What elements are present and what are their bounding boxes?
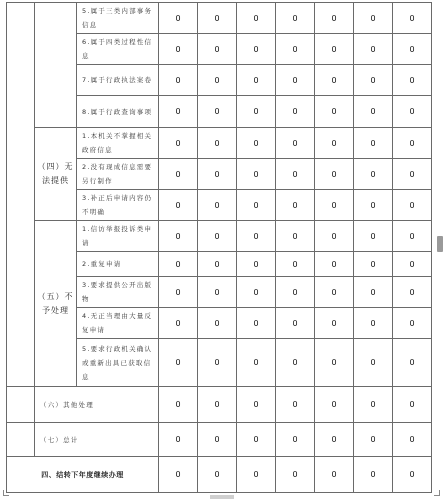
value-cell: 0 — [237, 96, 276, 128]
value-cell: 0 — [198, 3, 237, 34]
value-cell: 0 — [237, 128, 276, 159]
value-cell: 0 — [198, 190, 237, 221]
value-cell: 0 — [237, 252, 276, 277]
table-row — [7, 3, 432, 34]
value-cell: 0 — [159, 387, 198, 423]
value-cell: 0 — [198, 221, 237, 252]
value-cell: 0 — [315, 308, 354, 339]
row-label: 5.属于三类内部事务信息 — [77, 3, 159, 34]
crop-mark-right — [434, 490, 440, 496]
row-label-other: （六）其他处理 — [35, 387, 159, 423]
value-cell: 0 — [276, 457, 315, 493]
value-cell: 0 — [237, 308, 276, 339]
crop-mark-left — [3, 490, 9, 496]
row-label: 5.要求行政机关确认或重新出具已获取信息 — [77, 339, 159, 387]
row-label: 7.属于行政执法案卷 — [77, 65, 159, 96]
value-cell: 0 — [159, 159, 198, 190]
value-cell: 0 — [315, 159, 354, 190]
row-label: 8.属于行政查询事项 — [77, 96, 159, 128]
value-cell: 0 — [393, 277, 432, 308]
value-cell: 0 — [276, 159, 315, 190]
value-cell: 0 — [198, 277, 237, 308]
value-cell: 0 — [159, 128, 198, 159]
value-cell: 0 — [315, 423, 354, 457]
value-cell: 0 — [237, 387, 276, 423]
value-cell: 0 — [159, 221, 198, 252]
horizontal-scrollbar-thumb[interactable] — [210, 495, 234, 499]
row-label: 3.要求提供公开出版物 — [77, 277, 159, 308]
value-cell: 0 — [198, 423, 237, 457]
value-cell: 0 — [159, 457, 198, 493]
value-cell: 0 — [276, 221, 315, 252]
value-cell: 0 — [354, 34, 393, 65]
value-cell: 0 — [393, 308, 432, 339]
value-cell: 0 — [237, 457, 276, 493]
value-cell: 0 — [276, 34, 315, 65]
value-cell: 0 — [393, 96, 432, 128]
value-cell: 0 — [159, 252, 198, 277]
row-label: 1.本机关不掌握相关政府信息 — [77, 128, 159, 159]
outer-merged-cell — [7, 387, 35, 423]
value-cell: 0 — [315, 387, 354, 423]
value-cell: 0 — [237, 34, 276, 65]
value-cell: 0 — [237, 277, 276, 308]
value-cell: 0 — [276, 190, 315, 221]
scrollbar-thumb[interactable] — [437, 236, 443, 252]
table-row-carryover — [7, 457, 432, 493]
value-cell: 0 — [354, 3, 393, 34]
value-cell: 0 — [354, 159, 393, 190]
value-cell: 0 — [198, 457, 237, 493]
value-cell: 0 — [276, 252, 315, 277]
value-cell: 0 — [393, 457, 432, 493]
value-cell: 0 — [354, 221, 393, 252]
value-cell: 0 — [354, 128, 393, 159]
value-cell: 0 — [159, 34, 198, 65]
value-cell: 0 — [237, 339, 276, 387]
disclosure-statistics-table — [6, 2, 432, 493]
value-cell: 0 — [315, 65, 354, 96]
row-label-carryover: 四、结转下年度继续办理 — [7, 457, 159, 493]
value-cell: 0 — [237, 423, 276, 457]
value-cell: 0 — [237, 159, 276, 190]
value-cell: 0 — [276, 308, 315, 339]
value-cell: 0 — [354, 65, 393, 96]
value-cell: 0 — [198, 159, 237, 190]
value-cell: 0 — [393, 65, 432, 96]
value-cell: 0 — [393, 423, 432, 457]
value-cell: 0 — [393, 387, 432, 423]
table-row — [7, 221, 432, 252]
table-row-other — [7, 387, 432, 423]
value-cell: 0 — [198, 387, 237, 423]
row-label: 2.重复申请 — [77, 252, 159, 277]
value-cell: 0 — [393, 3, 432, 34]
row-label-total: （七）总计 — [35, 423, 159, 457]
table-row-total — [7, 423, 432, 457]
row-label: 6.属于四类过程性信息 — [77, 34, 159, 65]
value-cell: 0 — [198, 34, 237, 65]
value-cell: 0 — [354, 387, 393, 423]
value-cell: 0 — [354, 190, 393, 221]
value-cell: 0 — [276, 423, 315, 457]
value-cell: 0 — [159, 65, 198, 96]
value-cell: 0 — [198, 308, 237, 339]
value-cell: 0 — [237, 190, 276, 221]
value-cell: 0 — [315, 277, 354, 308]
value-cell: 0 — [276, 3, 315, 34]
value-cell: 0 — [159, 277, 198, 308]
value-cell: 0 — [315, 457, 354, 493]
value-cell: 0 — [276, 277, 315, 308]
value-cell: 0 — [237, 65, 276, 96]
value-cell: 0 — [393, 190, 432, 221]
value-cell: 0 — [237, 221, 276, 252]
row-label: 3.补正后申请内容仍不明确 — [77, 190, 159, 221]
value-cell: 0 — [159, 423, 198, 457]
value-cell: 0 — [354, 423, 393, 457]
value-cell: 0 — [315, 221, 354, 252]
value-cell: 0 — [159, 308, 198, 339]
value-cell: 0 — [198, 128, 237, 159]
group-label-unable: （四）无法提供 — [35, 128, 77, 221]
value-cell: 0 — [315, 339, 354, 387]
value-cell: 0 — [393, 221, 432, 252]
group-cell-continued — [35, 3, 77, 128]
value-cell: 0 — [393, 252, 432, 277]
value-cell: 0 — [198, 252, 237, 277]
value-cell: 0 — [354, 457, 393, 493]
value-cell: 0 — [276, 65, 315, 96]
outer-merged-cell — [7, 3, 35, 387]
value-cell: 0 — [315, 34, 354, 65]
value-cell: 0 — [315, 96, 354, 128]
value-cell: 0 — [237, 3, 276, 34]
value-cell: 0 — [198, 65, 237, 96]
row-label: 1.信访举报投诉类申请 — [77, 221, 159, 252]
value-cell: 0 — [159, 190, 198, 221]
value-cell: 0 — [315, 128, 354, 159]
value-cell: 0 — [354, 96, 393, 128]
value-cell: 0 — [315, 190, 354, 221]
value-cell: 0 — [198, 96, 237, 128]
value-cell: 0 — [354, 339, 393, 387]
table-row — [7, 128, 432, 159]
value-cell: 0 — [315, 252, 354, 277]
group-label-not-processed: （五）不予处理 — [35, 221, 77, 387]
outer-merged-cell — [7, 423, 35, 457]
value-cell: 0 — [276, 387, 315, 423]
value-cell: 0 — [198, 339, 237, 387]
value-cell: 0 — [393, 128, 432, 159]
value-cell: 0 — [159, 3, 198, 34]
value-cell: 0 — [354, 308, 393, 339]
value-cell: 0 — [159, 339, 198, 387]
value-cell: 0 — [276, 339, 315, 387]
value-cell: 0 — [276, 96, 315, 128]
value-cell: 0 — [354, 252, 393, 277]
value-cell: 0 — [393, 339, 432, 387]
value-cell: 0 — [315, 3, 354, 34]
value-cell: 0 — [393, 159, 432, 190]
value-cell: 0 — [393, 34, 432, 65]
row-label: 4.无正当理由大量反复申请 — [77, 308, 159, 339]
value-cell: 0 — [276, 128, 315, 159]
value-cell: 0 — [159, 96, 198, 128]
row-label: 2.没有现成信息需要另行制作 — [77, 159, 159, 190]
value-cell: 0 — [354, 277, 393, 308]
